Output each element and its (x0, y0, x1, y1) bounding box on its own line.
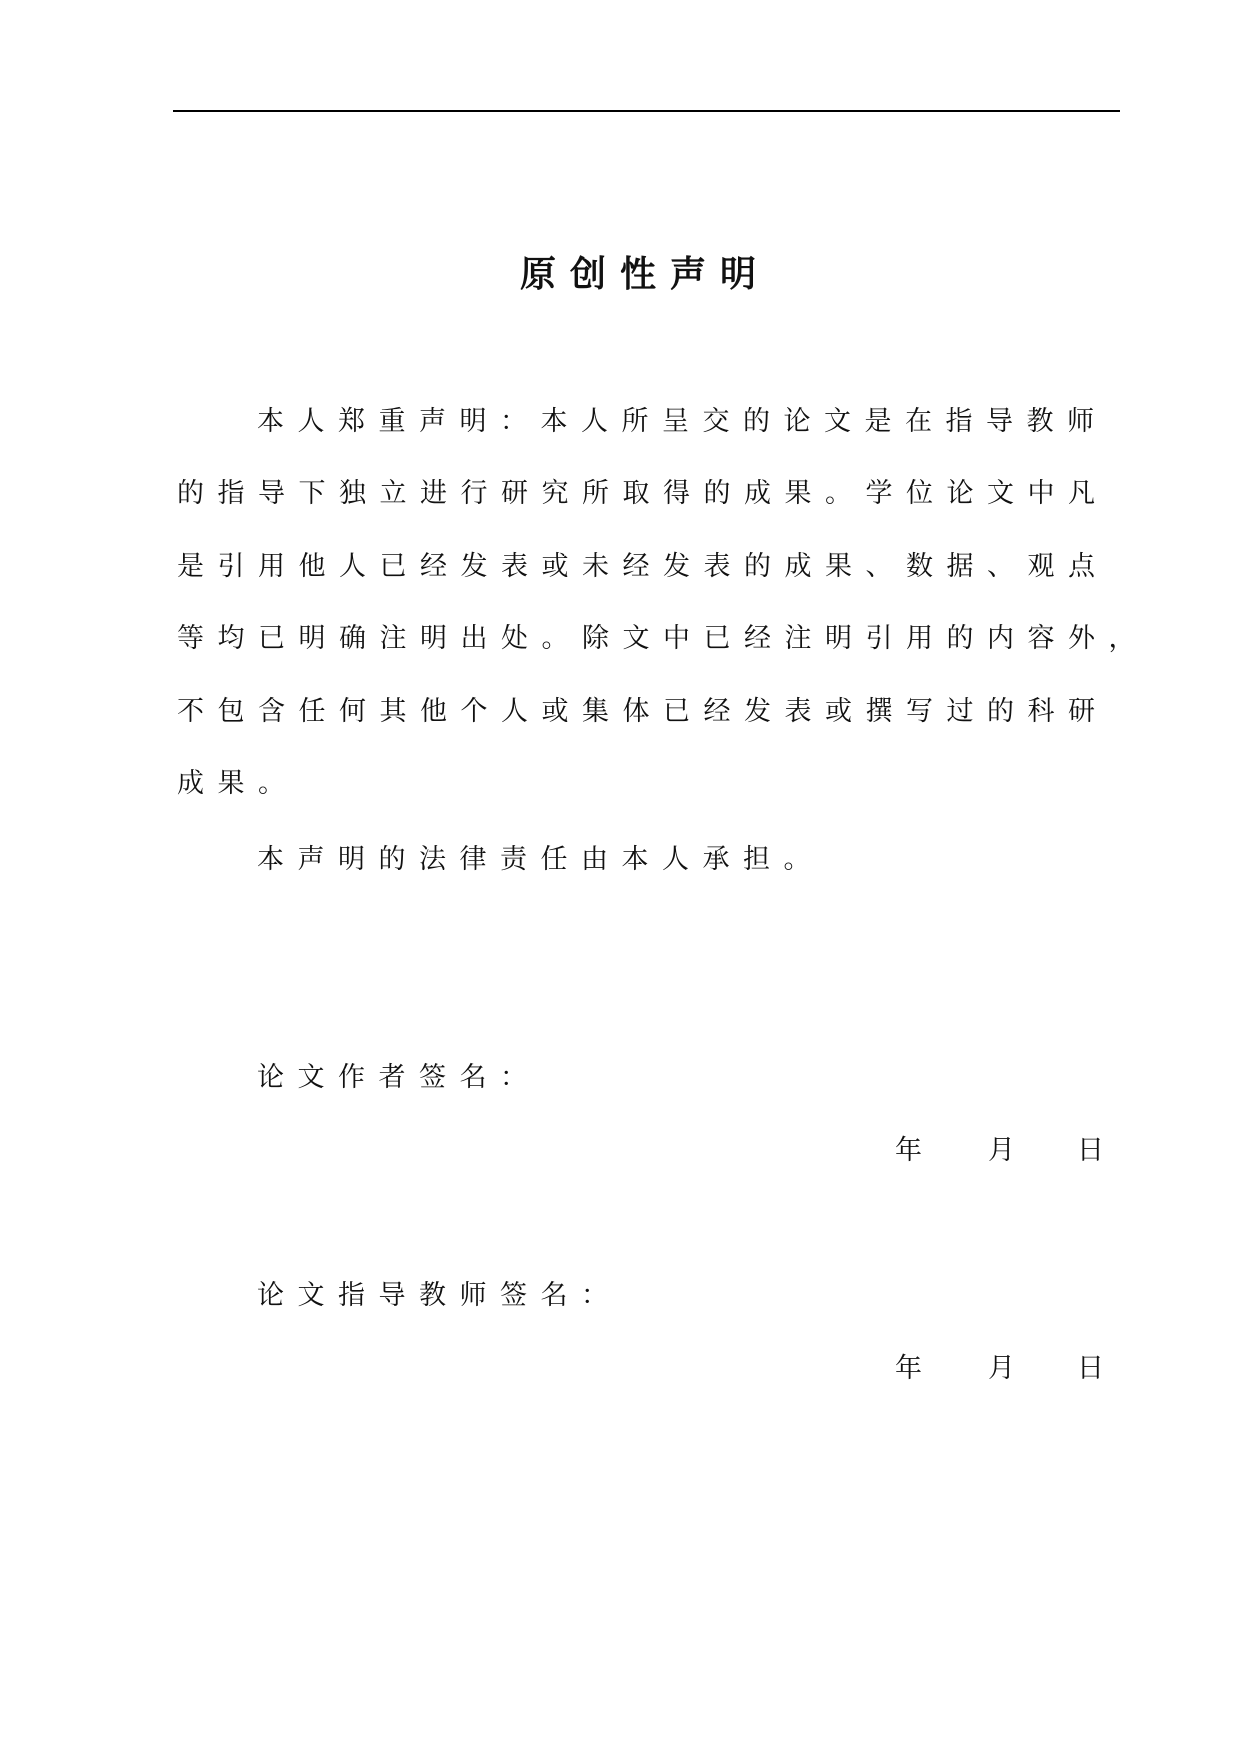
paragraph-line-2: 的指导下独立进行研究所取得的成果。学位论文中凡 (177, 478, 1109, 509)
advisor-date-month: 月 (988, 1353, 1015, 1384)
author-date-year: 年 (895, 1135, 922, 1166)
advisor-signature-label: 论文指导教师签名： (257, 1280, 622, 1311)
advisor-date-year: 年 (895, 1353, 922, 1384)
paragraph-line-1: 本人郑重声明：本人所呈交的论文是在指导教师 (257, 406, 1108, 437)
author-signature-label: 论文作者签名： (257, 1062, 541, 1093)
liability-statement: 本声明的法律责任由本人承担。 (257, 844, 824, 875)
paragraph-line-3: 是引用他人已经发表或未经发表的成果、数据、观点 (177, 551, 1109, 582)
paragraph-line-6: 成果。 (177, 768, 299, 799)
author-date-month: 月 (988, 1135, 1015, 1166)
paragraph-line-5: 不包含任何其他个人或集体已经发表或撰写过的科研 (177, 696, 1109, 727)
document-title: 原创性声明 (519, 254, 770, 295)
advisor-date-day: 日 (1077, 1353, 1104, 1384)
paragraph-line-4: 等均已明确注明出处。除文中已经注明引用的内容外， (177, 623, 1149, 654)
header-rule (173, 110, 1120, 112)
author-date-day: 日 (1077, 1135, 1104, 1166)
